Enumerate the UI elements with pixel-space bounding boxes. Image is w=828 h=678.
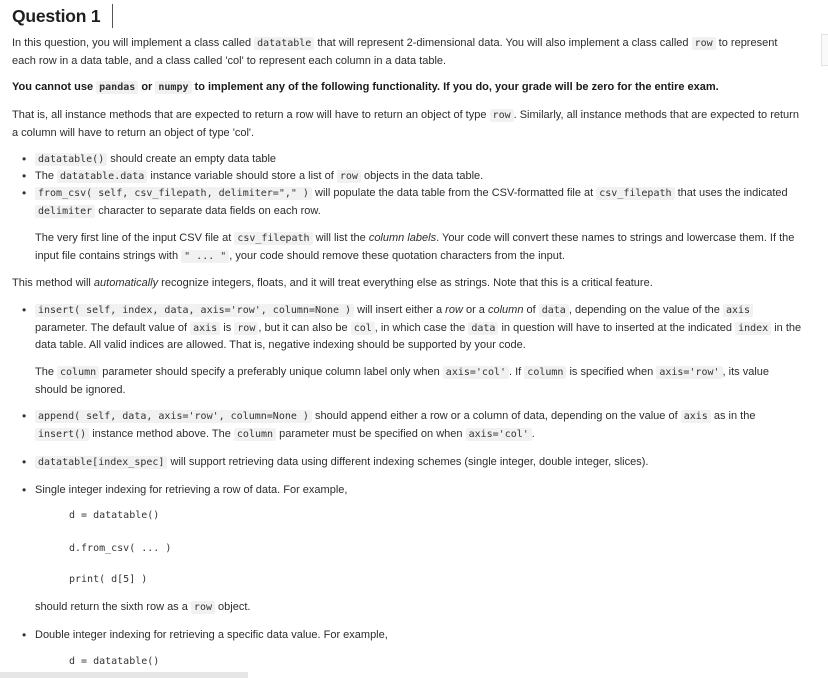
inline-code: data <box>539 304 569 317</box>
inline-code: datatable.data <box>57 170 147 183</box>
inline-code: axis <box>190 322 220 335</box>
list-item: • from_csv( self, csv_filepath, delimiter="," ) will populate the data table from the CSV-formatted file at csv_filepath that uses the indicated delimiter character to separate data fields on each row. <box>22 186 788 217</box>
intro-paragraph: In this question, you will implement a class called datatable that will represent 2-dimensional data. You will also implement a class called row to represent each row in a data table, and a class called 'col' to represent each column in a data table. <box>12 37 778 67</box>
inline-code: insert( self, index, data, axis='row', column=None ) <box>35 304 354 317</box>
code-line: d.from_csv( ... ) <box>69 543 172 554</box>
inline-code: datatable[index_spec] <box>35 456 167 469</box>
inline-code: " ... " <box>181 250 229 263</box>
inline-code: column <box>234 428 276 441</box>
bullet-icon: • <box>22 169 27 183</box>
inline-code: row <box>490 109 514 122</box>
inline-code: numpy <box>155 81 191 94</box>
side-panel-edge <box>821 34 828 66</box>
list-item: • The datatable.data instance variable should store a list of row objects in the data table. <box>35 168 805 186</box>
list-item: • datatable() should create an empty data table <box>35 151 805 169</box>
code-line: d = datatable() <box>69 510 160 521</box>
bullet-icon: • <box>22 303 27 317</box>
inline-code: row <box>337 170 361 183</box>
inline-code: csv_filepath <box>234 232 312 245</box>
inline-code: pandas <box>96 81 138 94</box>
inline-code: insert() <box>35 428 89 441</box>
inline-code: from_csv( self, csv_filepath, delimiter="," ) <box>35 187 312 200</box>
return-type-paragraph: That is, all instance methods that are expected to return a row will have to return an object of type row . Similarly, all instance methods that are expected to return a column will have to return an object of type 'col'. <box>12 109 799 139</box>
bullet-icon: • <box>22 152 27 166</box>
inline-code: datatable() <box>35 153 107 166</box>
inline-code: data <box>468 322 498 335</box>
inline-code: datatable <box>254 37 314 50</box>
inline-code: column <box>524 366 566 379</box>
auto-paragraph: This method will automatically recognize integers, floats, and it will treat everything else as strings. Note that this is a critical feature. <box>12 277 653 289</box>
inline-code: axis='col' <box>443 366 509 379</box>
horizontal-scrollbar[interactable] <box>0 672 248 678</box>
inline-code: row <box>191 601 215 614</box>
column-param-paragraph: The column parameter should specify a preferably unique column label only when axis='col' . If column is specified when axis='row' , its value should be ignored. <box>35 366 769 396</box>
sixth-row-paragraph: should return the sixth row as a row object. <box>35 601 251 613</box>
question-title: Question 1 <box>12 5 101 26</box>
bullet-icon: • <box>22 455 27 469</box>
inline-code: row <box>692 37 716 50</box>
inline-code: csv_filepath <box>596 187 674 200</box>
column-labels-paragraph: The very first line of the input CSV file at csv_filepath will list the column labels. Your code will convert these names to strings and lowercase them. If the input file contains strings with " ... " , your code should remove these quotation characters from the input. <box>35 232 795 262</box>
bullet-icon: • <box>22 483 27 497</box>
inline-code: axis <box>681 410 711 423</box>
inline-code: column <box>57 366 99 379</box>
code-line: print( d[5] ) <box>69 574 148 585</box>
inline-code: row <box>234 322 258 335</box>
list-item: • append( self, data, axis='row', column=None ) should append either a row or a column of data, depending on the value of axis as in the insert() instance method above. The column parameter must be specified on when axis='col' . <box>22 409 756 440</box>
inline-code: col <box>351 322 375 335</box>
list-item: • datatable[index_spec] will support retrieving data using different indexing schemes (single integer, double integer, slices). <box>35 454 805 472</box>
warning-paragraph: You cannot use pandas or numpy to implement any of the following functionality. If you do, your grade will be zero for the entire exam. <box>12 81 719 93</box>
inline-code: axis='row' <box>656 366 722 379</box>
bullet-icon: • <box>22 409 27 423</box>
bullet-icon: • <box>22 186 27 200</box>
inline-code: axis <box>723 304 753 317</box>
title-row <box>12 4 113 28</box>
code-line: d = datatable() <box>69 656 160 667</box>
list-item: • insert( self, index, data, axis='row', column=None ) will insert either a row or a column of data , depending on the value of the axis parameter. The default value of axis is row , but it can also be col , in which case the data in question will have to inserted at the indicated index in the data table. All valid indices are allowed. That is, negative indexing should be supported by your code. <box>22 303 802 351</box>
text-cursor <box>112 4 113 28</box>
list-item: • Double integer indexing for retrieving a specific data value. For example, <box>35 627 805 645</box>
inline-code: delimiter <box>35 205 95 218</box>
bullet-icon: • <box>22 628 27 642</box>
list-item: • Single integer indexing for retrieving a row of data. For example, <box>35 482 805 500</box>
inline-code: append( self, data, axis='row', column=None ) <box>35 410 312 423</box>
inline-code: index <box>735 322 771 335</box>
inline-code: axis='col' <box>466 428 532 441</box>
